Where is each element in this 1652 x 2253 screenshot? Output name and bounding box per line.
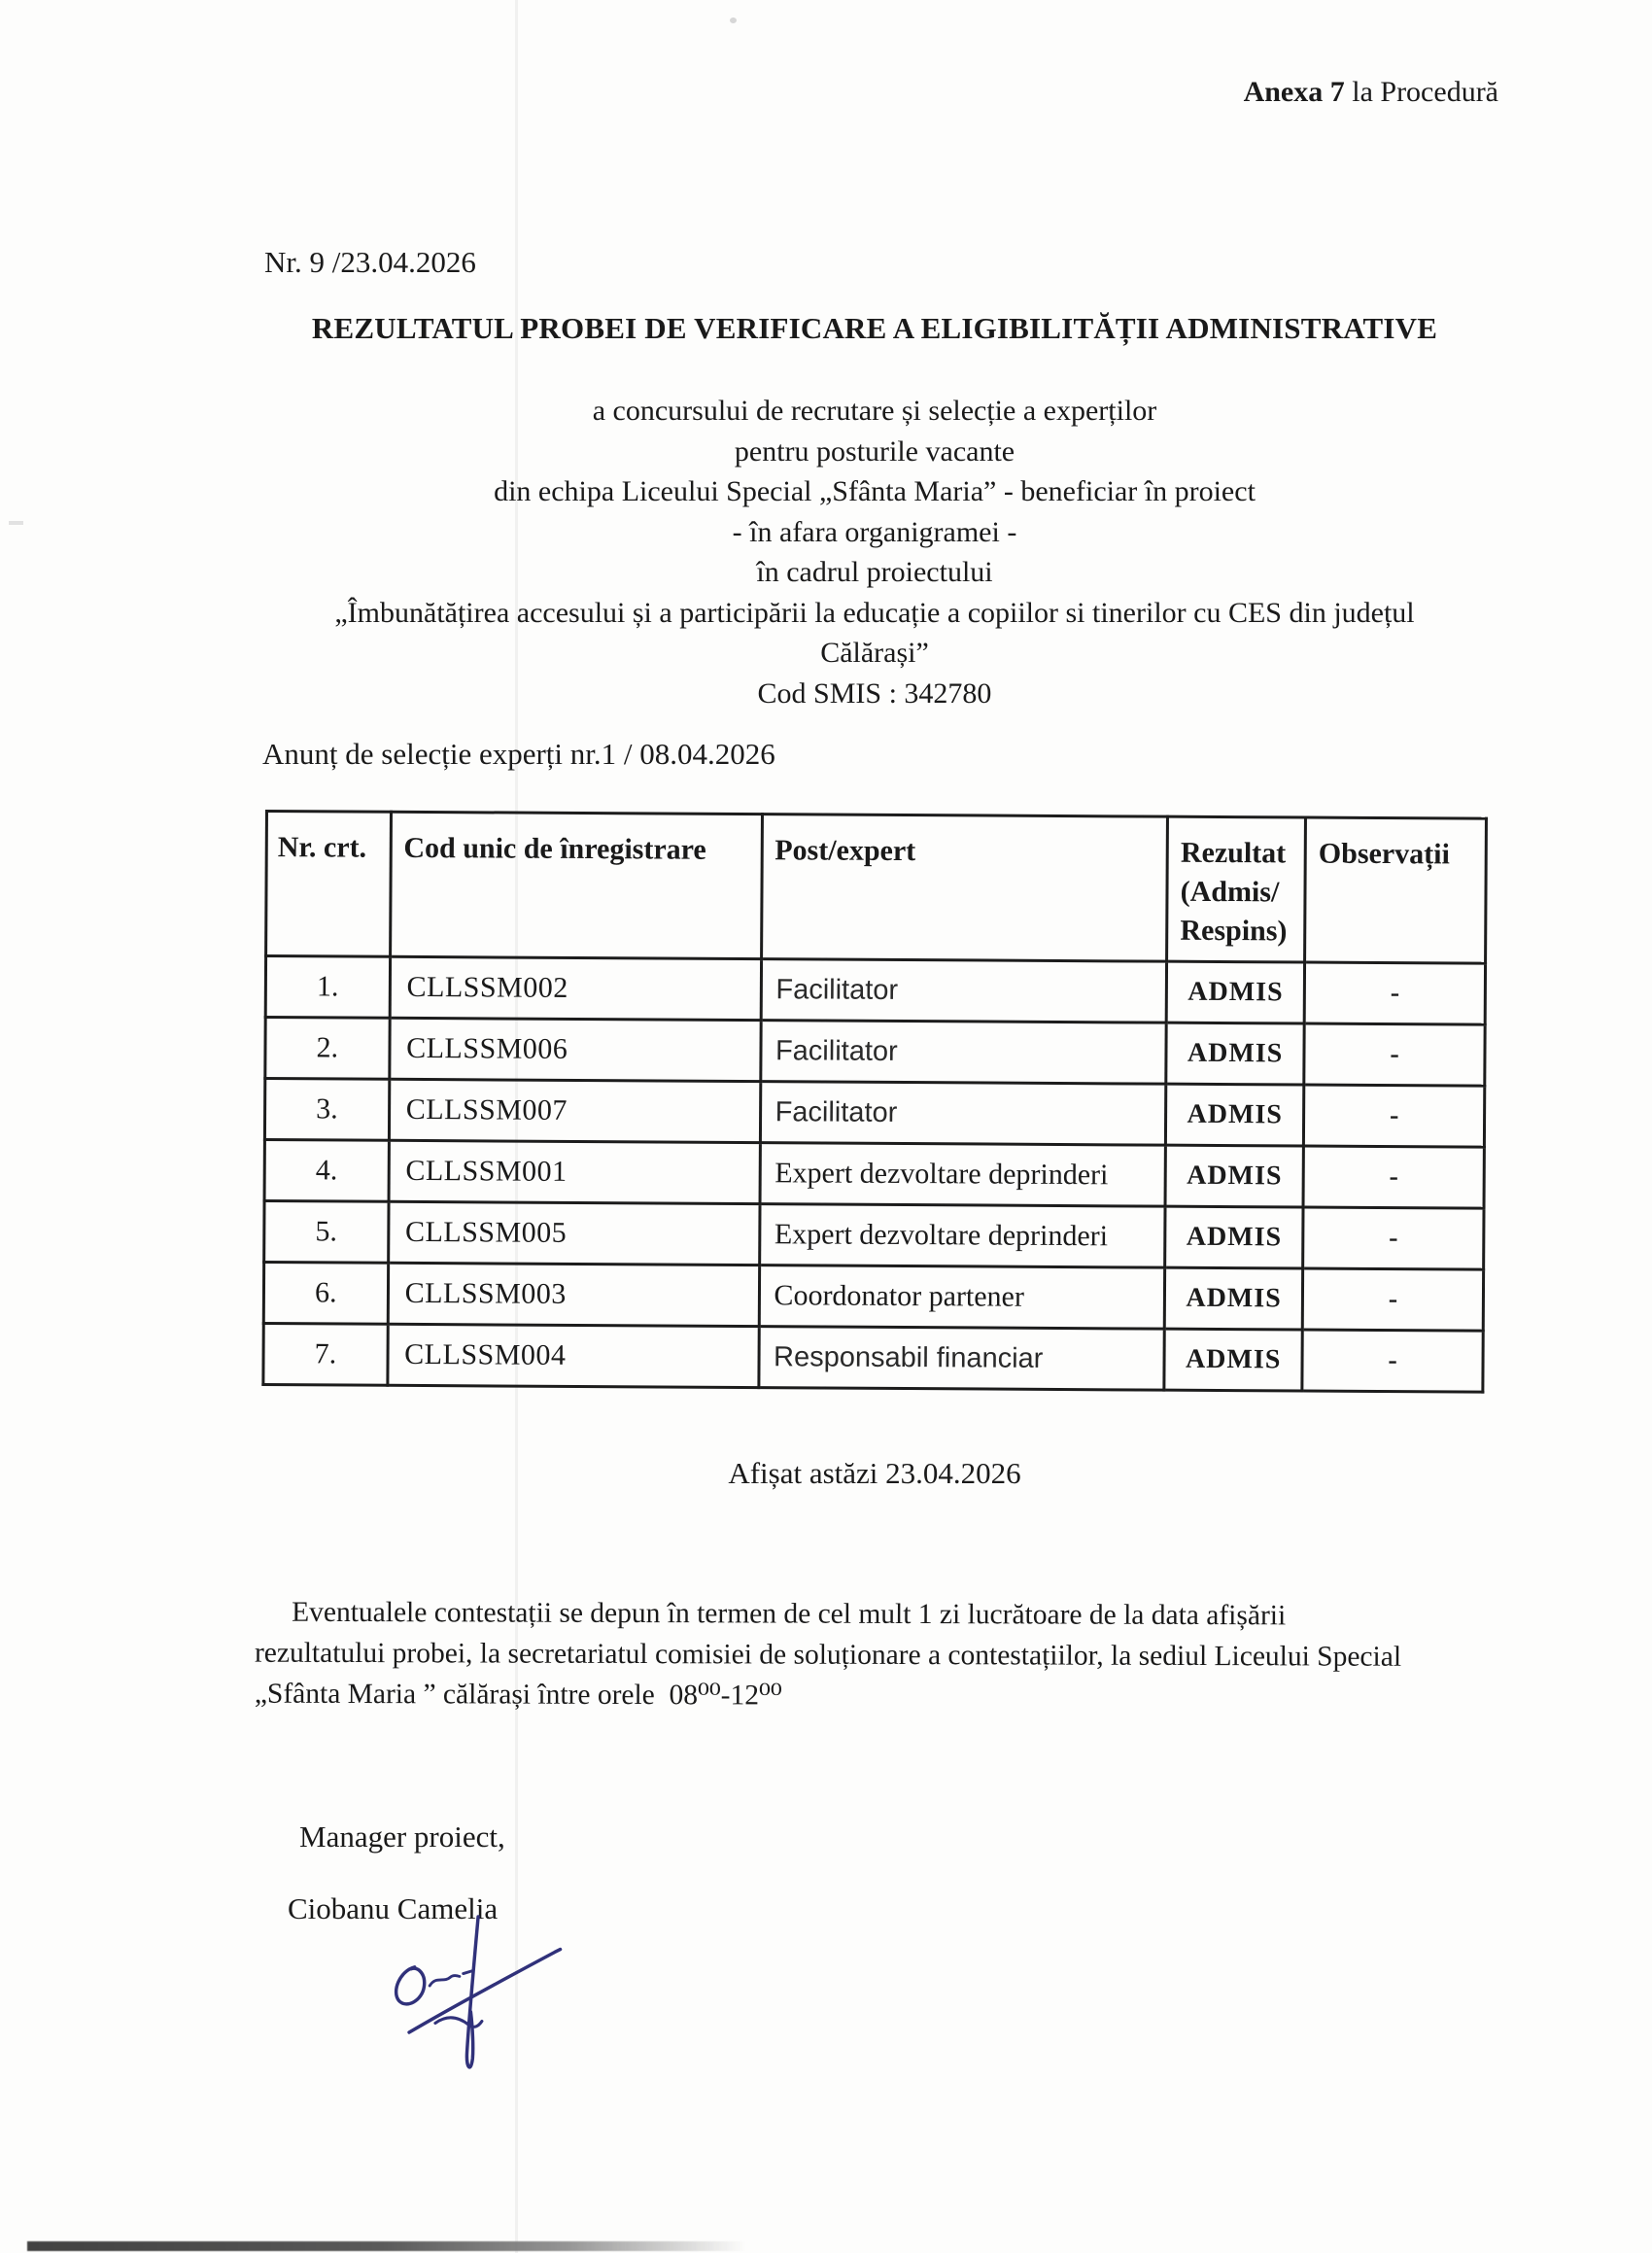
table-row: [265, 1018, 1485, 1087]
table-cell-post: Responsabil financiar: [758, 1327, 1164, 1391]
contestation-line: Eventualele contestații se depun în termen de cel mult 1 zi lucrătoare de la data afișării: [292, 1596, 1287, 1632]
table-cell-cod: CLLSSM007: [389, 1079, 760, 1142]
announcement-line: Anunț de selecție experți nr.1 / 08.04.2026: [262, 737, 775, 771]
table-header-row: [266, 812, 1487, 964]
subtitle-line: pentru posturile vacante: [734, 434, 1015, 468]
table-cell-nr: 5.: [264, 1201, 389, 1264]
table-cell-rezultat: ADMIS: [1164, 1267, 1302, 1330]
posted-date-line: Afișat astăzi 23.04.2026: [728, 1456, 1021, 1490]
subtitle-line: Cod SMIS : 342780: [757, 676, 992, 710]
table-cell-nr: 4.: [264, 1140, 389, 1202]
table-cell-rezultat: ADMIS: [1166, 1023, 1304, 1085]
results-table: [261, 810, 1488, 1394]
contestation-line: rezultatului probei, la secretariatul comisiei de soluționare a contestațiilor, la sediul Liceului Special: [254, 1637, 1402, 1673]
table-cell-cod: CLLSSM002: [390, 956, 761, 1020]
annex-suffix: la Procedură: [1344, 76, 1498, 108]
annex-label: [1244, 76, 1498, 109]
scan-dash-artifact: [9, 521, 23, 525]
contestation-line: „Sfânta Maria ” călărași între orele 08⁰⁰-12⁰⁰: [254, 1678, 782, 1712]
table-cell-post: Facilitator: [761, 959, 1167, 1023]
subtitle-line: în cadrul proiectului: [756, 556, 993, 588]
header-post-expert: Post/expert: [761, 815, 1168, 962]
table-row: [264, 1079, 1484, 1148]
table-cell-cod: CLLSSM001: [389, 1140, 760, 1203]
table-cell-observatii: -: [1302, 1330, 1483, 1392]
table-cell-post: Expert dezvoltare deprinderi: [759, 1204, 1165, 1268]
table-row: [263, 1323, 1483, 1392]
signature-role: Manager proiect,: [299, 1820, 505, 1854]
table-row: [263, 1263, 1483, 1332]
table-cell-rezultat: ADMIS: [1165, 1145, 1303, 1207]
results-table-body: [263, 956, 1486, 1393]
subtitle-line: Călărași”: [820, 637, 929, 669]
table-cell-observatii: -: [1303, 1146, 1484, 1208]
table-cell-observatii: -: [1304, 1085, 1485, 1147]
header-nr-crt: Nr. crt.: [266, 812, 392, 957]
registration-number: Nr. 9 /23.04.2026: [264, 245, 476, 279]
header-cod-unic: Cod unic de înregistrare: [390, 812, 762, 958]
scan-edge-artifact: [27, 2241, 746, 2251]
table-cell-cod: CLLSSM003: [388, 1263, 759, 1326]
table-cell-rezultat: ADMIS: [1165, 1206, 1303, 1268]
table-cell-observatii: -: [1304, 1023, 1485, 1086]
scan-speck-artifact: [730, 17, 737, 23]
table-cell-cod: CLLSSM006: [389, 1018, 760, 1081]
table-cell-nr: 2.: [265, 1018, 390, 1080]
table-cell-post: Facilitator: [760, 1082, 1166, 1146]
table-cell-nr: 3.: [264, 1079, 389, 1141]
table-cell-nr: 6.: [263, 1263, 388, 1325]
signature-name: Ciobanu Camelia: [288, 1891, 499, 1925]
subtitle-line: a concursului de recrutare și selecție a experților: [592, 395, 1157, 427]
table-row: [265, 956, 1485, 1025]
table-cell-post: Facilitator: [760, 1021, 1166, 1085]
table-cell-rezultat: ADMIS: [1164, 1329, 1302, 1391]
table-cell-cod: CLLSSM005: [388, 1201, 759, 1265]
header-rezultat: Rezultat (Admis/ Respins): [1167, 816, 1306, 962]
subtitle-line: - în afara organigramei -: [732, 515, 1017, 548]
table-cell-post: Coordonator partener: [759, 1265, 1165, 1330]
table-cell-nr: 7.: [263, 1323, 388, 1385]
annex-number: Anexa 7: [1243, 76, 1345, 108]
table-cell-observatii: -: [1304, 962, 1485, 1024]
table-cell-post: Expert dezvoltare deprinderi: [760, 1143, 1166, 1207]
handwritten-signature: [387, 1903, 573, 2094]
header-observatii: Observații: [1305, 817, 1487, 963]
table-cell-nr: 1.: [265, 956, 390, 1019]
table-row: [264, 1201, 1484, 1270]
table-cell-rezultat: ADMIS: [1166, 961, 1304, 1023]
document-subtitle-block: [165, 391, 1584, 713]
table-cell-observatii: -: [1303, 1207, 1484, 1269]
subtitle-line: „Îmbunătățirea accesului și a participării la educație a copiilor si tinerilor cu CES din județul: [334, 596, 1415, 629]
contestation-paragraph: [255, 1592, 1557, 1719]
table-row: [264, 1140, 1484, 1209]
table-cell-rezultat: ADMIS: [1166, 1084, 1304, 1146]
table-cell-observatii: -: [1302, 1268, 1483, 1331]
table-cell-cod: CLLSSM004: [388, 1324, 759, 1387]
subtitle-line: din echipa Liceului Special „Sfânta Maria” - beneficiar în proiect: [494, 475, 1256, 507]
document-title: REZULTATUL PROBEI DE VERIFICARE A ELIGIBILITĂȚII ADMINISTRATIVE: [311, 311, 1438, 345]
